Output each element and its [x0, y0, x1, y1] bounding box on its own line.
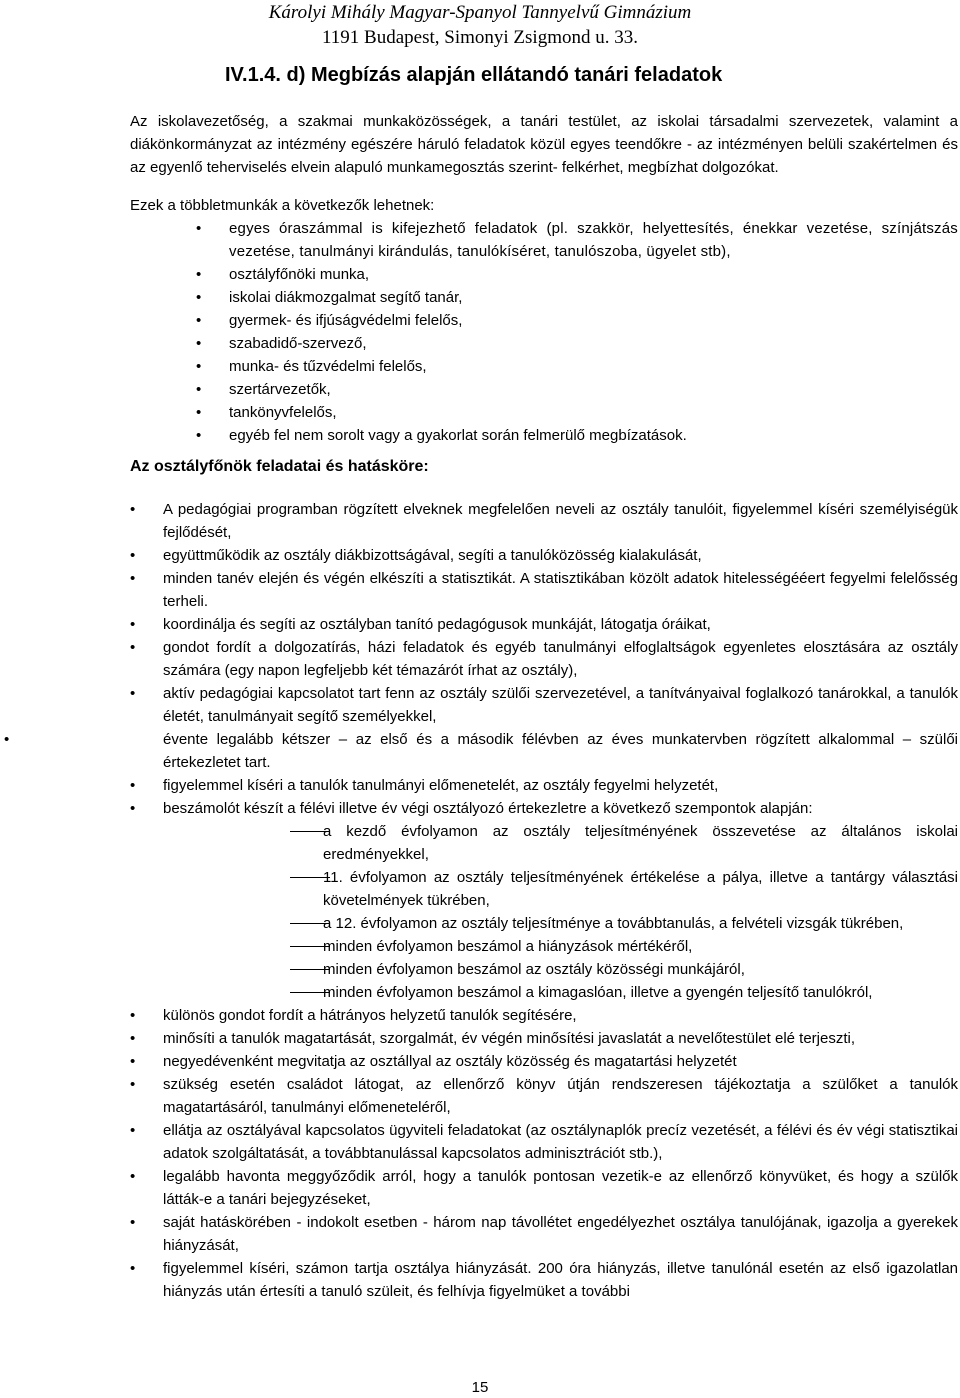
extra-tasks-list [130, 217, 958, 447]
list-item: • gyermek- és ifjúságvédelmi felelős, [130, 309, 958, 332]
list-item: • legalább havonta meggyőződik arról, hogy a tanulók pontosan vezetik-e az ellenőrző könyvüket, és hogy a szülők látták-e a tanári bejegyzéseket, [130, 1165, 958, 1211]
list-item: • koordinálja és segíti az osztályban tanító pedagógusok munkáját, látogatja óráikat, [130, 613, 958, 636]
dash-item [163, 820, 958, 866]
dash-item [163, 935, 958, 958]
list-item [130, 797, 958, 1004]
dash-item [163, 958, 958, 981]
list-item: • figyelemmel kíséri, számon tartja osztálya hiányzását. 200 óra hiányzás, illetve tanulónál esetén az első igazolatlan hiányzás után értesíti a tanuló szüleit, és felhívja figyelmüket a további [130, 1257, 958, 1303]
school-address: 1191 Budapest, Simonyi Zsigmond u. 33. [322, 27, 638, 48]
dash-mark [290, 877, 330, 878]
list-item: • negyedévenként megvitatja az osztállyal az osztály közösség és magatartási helyzetét [130, 1050, 958, 1073]
duties-heading: Az osztályfőnök feladatai és hatásköre: [130, 458, 429, 475]
report-intro: beszámolót készít a félévi illetve év végi osztályozó értekezletre a következő szempontok alapján: [163, 800, 813, 817]
list-item: • A pedagógiai programban rögzített elveknek megfelelően neveli az osztály tanulóit, figyelemmel kíséri személyiségük fejlődését, [130, 498, 958, 544]
dash-item-text: a kezdő évfolyamon az osztály teljesítményének összevetése az általános iskolai eredményekkel, [323, 823, 958, 863]
list-item: • szükség esetén családot látogat, az ellenőrző könyv útján rendszeresen tájékoztatja a szülőket a tanulók magatartásáról, tanulmányi előmeneteléről, [130, 1073, 958, 1119]
dash-item [163, 866, 958, 912]
dash-mark [290, 923, 330, 924]
dash-item-text: minden évfolyamon beszámol a kimagaslóan, illetve a gyengén teljesítő tanulókról, [323, 984, 873, 1001]
duties-list [130, 498, 958, 1303]
page-number: 15 [471, 1379, 489, 1396]
dash-item-text: a 12. évfolyamon az osztály teljesítménye a továbbtanulás, a felvételi vizsgák tükrében, [323, 915, 904, 932]
report-points-list [163, 820, 958, 1004]
list-item: • különös gondot fordít a hátrányos helyzetű tanulók segítésére, [130, 1004, 958, 1027]
list-item: • együttműködik az osztály diákbizottságával, segíti a tanulóközösség kialakulását, [130, 544, 958, 567]
list-item: • gondot fordít a dolgozatírás, házi feladatok és egyéb tanulmányi elfoglaltságok egyenletes elosztására az osztály számára (egy napon legfeljebb két témazárót írhat az osztály), [130, 636, 958, 682]
intro-paragraph: Az iskolavezetőség, a szakmai munkaközösségek, a tanári testület, az iskolai társadalmi szervezetek, valamint a diákönkormányzat az intézmény egészére háruló feladatok közül egyes teendőkre - az intézményen belüli szakértelmen és az egyenlő teherviselés elvein alapuló munkamegosztás szerint- felkérhet, megbízhat dolgozókat. [130, 113, 958, 176]
dash-mark [290, 992, 330, 993]
list-item: • évente legalább kétszer – az első és a második félévben az éves munkatervben rögzített alkalommal – szülői értekezletet tart. [130, 728, 958, 774]
dash-mark [290, 946, 330, 947]
list-item: • szabadidő-szervező, [130, 332, 958, 355]
list-item: • aktív pedagógiai kapcsolatot tart fenn az osztály szülői szervezetével, a tanítványaival foglalkozó tanárokkal, a tanulók életét, tanulmányait segítő személyekkel, [130, 682, 958, 728]
dash-item [163, 912, 958, 935]
dash-item-text: 11. évfolyamon az osztály teljesítményének értékelése a pálya, illetve a tantárgy választási követelmények tükrében, [323, 869, 958, 909]
list-item: • szertárvezetők, [130, 378, 958, 401]
dash-item-text: minden évfolyamon beszámol a hiányzások mértékéről, [323, 938, 693, 955]
dash-mark [290, 969, 330, 970]
school-name: Károlyi Mihály Magyar-Spanyol Tannyelvű Gimnázium [268, 2, 692, 23]
list-item: • iskolai diákmozgalmat segítő tanár, [130, 286, 958, 309]
list-item: • minősíti a tanulók magatartását, szorgalmát, év végén minősítési javaslatát a nevelőtestület elé terjeszti, [130, 1027, 958, 1050]
list-item: • minden tanév elején és végén elkészíti a statisztikát. A statisztikában közölt adatok hitelességééert fegyelmi felelősség terheli. [130, 567, 958, 613]
extra-tasks-lead: Ezek a többletmunkák a következők lehetnek: [130, 197, 435, 214]
section-title: IV.1.4. d) Megbízás alapján ellátandó tanári feladatok [225, 64, 723, 86]
dash-item-text: minden évfolyamon beszámol az osztály közösségi munkájáról, [323, 961, 745, 978]
list-item: • tankönyvfelelős, [130, 401, 958, 424]
dash-item [163, 981, 958, 1004]
list-item: • saját hatáskörében - indokolt esetben - három nap távollétet engedélyezhet osztálya tanulójának, igazolja a gyerekek hiányzását, [130, 1211, 958, 1257]
list-item: • egyéb fel nem sorolt vagy a gyakorlat során felmerülő megbízatások. [130, 424, 958, 447]
list-item: • munka- és tűzvédelmi felelős, [130, 355, 958, 378]
dash-mark [290, 831, 330, 832]
list-item: • osztályfőnöki munka, [130, 263, 958, 286]
list-item: • ellátja az osztályával kapcsolatos ügyviteli feladatokat (az osztálynaplók precíz vezetését, a félévi és év végi statisztikai adatok szolgáltatását, a továbbtanulással kapcsolatos adminisztrációt stb.), [130, 1119, 958, 1165]
list-item: • figyelemmel kíséri a tanulók tanulmányi előmenetelét, az osztály fegyelmi helyzetét, [130, 774, 958, 797]
list-item: • egyes óraszámmal is kifejezhető feladatok (pl. szakkör, helyettesítés, énekkar vezetése, színjátszás vezetése, tanulmányi kirándulás, tanulókíséret, tanulószoba, ügyelet stb), [130, 217, 958, 263]
